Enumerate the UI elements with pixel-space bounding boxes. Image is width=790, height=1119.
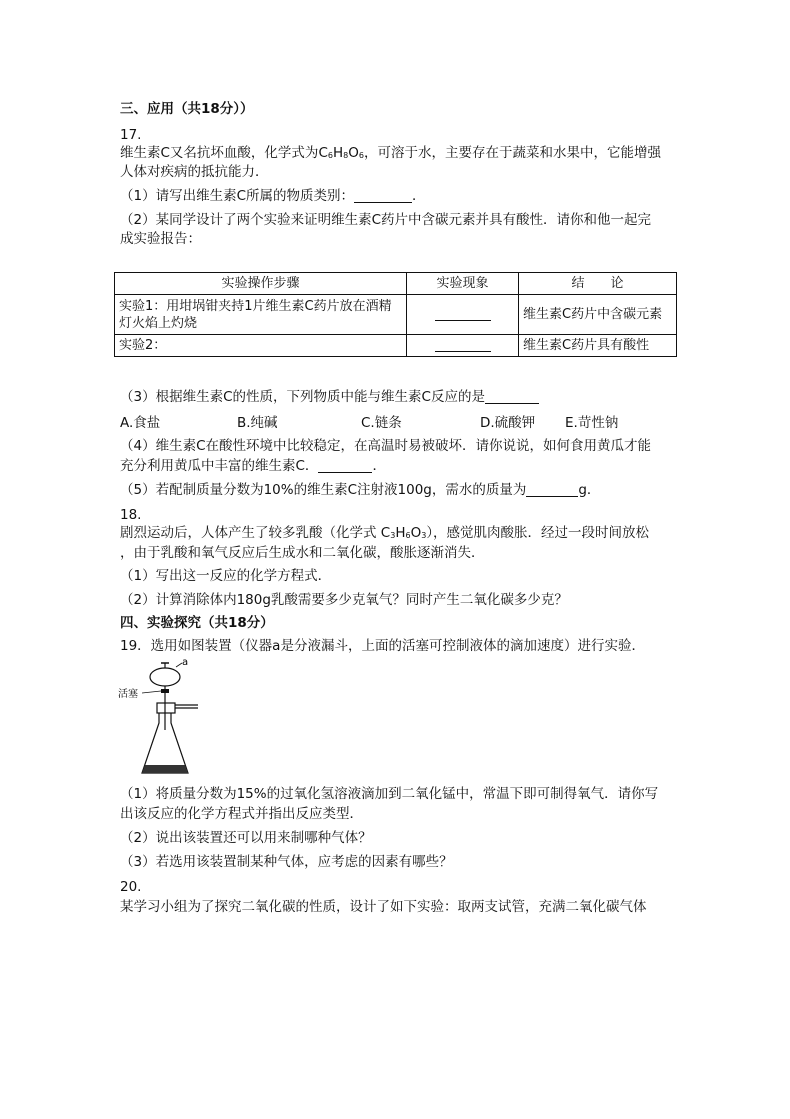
table-header-conclusion: 结 论 bbox=[519, 273, 677, 295]
choice-a: A.食盐 bbox=[120, 415, 161, 431]
q19-part1-line1: （1）将质量分数为15%的过氧化氢溶液滴加到二氧化锰中，常温下即可制得氧气．请你写 bbox=[120, 786, 659, 802]
section-4-title: 四、实验探究（共18分） bbox=[120, 615, 274, 631]
q19-part1-line2: 出该反应的化学方程式并指出反应类型． bbox=[120, 806, 363, 822]
q17-part4-line2: 充分利用黄瓜中丰富的维生素C． ． bbox=[120, 458, 386, 474]
table-header-row bbox=[115, 273, 677, 295]
q17-part5: （5）若配制质量分数为10%的维生素C注射液100g，需水的质量为 g． bbox=[120, 482, 601, 498]
answer-blank bbox=[485, 390, 539, 404]
table-cell-step1: 实验1：用坩埚钳夹持1片维生素C药片放在酒精灯火焰上灼烧 bbox=[115, 295, 407, 335]
flask-stopper bbox=[157, 703, 175, 713]
funnel-bulb bbox=[150, 668, 180, 686]
table-cell-phenomenon2 bbox=[407, 335, 519, 357]
q17-part1: （1）请写出维生素C所属的物质类别： ． bbox=[120, 188, 426, 204]
q17-intro-line1: 维生素C又名抗坏血酸，化学式为C6H8O6，可溶于水，主要存在于蔬菜和水果中，它能增强 bbox=[120, 145, 661, 161]
q18-part1: （1）写出这一反应的化学方程式． bbox=[120, 568, 332, 584]
q17-part3: （3）根据维生素C的性质，下列物质中能与维生素C反应的是 bbox=[120, 388, 539, 406]
q19-intro: 19．选用如图装置（仪器a是分液漏斗，上面的活塞可控制液体的滴加速度）进行实验． bbox=[120, 638, 645, 654]
table-cell-conclusion2: 维生素C药片具有酸性 bbox=[519, 335, 677, 357]
q20-line1: 某学习小组为了探究二氧化碳的性质，设计了如下实验：取两支试管，充满二氧化碳气体 bbox=[120, 899, 647, 915]
q17-part2-line2: 成实验报告： bbox=[120, 231, 201, 247]
table-cell-phenomenon1 bbox=[407, 295, 519, 335]
q17-part4-line1: （4）维生素C在酸性环境中比较稳定，在高温时易被破坏．请你说说，如何食用黄瓜才能 bbox=[120, 438, 652, 454]
q20-number: 20. bbox=[120, 879, 142, 895]
q17-number: 17. bbox=[120, 127, 142, 143]
label-a: a bbox=[182, 657, 189, 668]
q17-intro-line2: 人体对疾病的抵抗能力． bbox=[120, 164, 269, 180]
table-row bbox=[115, 295, 677, 335]
choice-e: E.苛性钠 bbox=[565, 415, 619, 431]
q19-part3: （3）若选用该装置制某种气体，应考虑的因素有哪些？ bbox=[120, 854, 453, 870]
valve bbox=[161, 689, 169, 693]
table-cell-conclusion1: 维生素C药片中含碳元素 bbox=[519, 295, 677, 335]
answer-blank bbox=[435, 338, 491, 352]
q18-line1: 剧烈运动后，人体产生了较多乳酸（化学式 C3H6O3），感觉肌肉酸胀．经过一段时间放松 bbox=[120, 525, 650, 541]
table-header-phenomenon: 实验现象 bbox=[407, 273, 519, 295]
flask-contents bbox=[142, 765, 188, 773]
table-header-steps: 实验操作步骤 bbox=[115, 273, 407, 295]
answer-blank bbox=[435, 307, 491, 321]
table-cell-step2: 实验2： bbox=[115, 335, 407, 357]
lactic-acid-formula: C3H6O3 bbox=[380, 525, 427, 541]
choice-b: B.纯碱 bbox=[237, 415, 278, 431]
section-3-title: 三、应用（共18分）） bbox=[120, 101, 254, 117]
table-row bbox=[115, 335, 677, 357]
q18-number: 18. bbox=[120, 507, 142, 523]
q18-part2: （2）计算消除体内180g乳酸需要多少克氧气？同时产生二氧化碳多少克？ bbox=[120, 592, 568, 608]
answer-blank bbox=[354, 189, 412, 203]
vitamin-c-formula: C6H8O6 bbox=[318, 145, 364, 161]
separatory-funnel-flask-diagram bbox=[118, 655, 208, 780]
choice-d: D.硫酸钾 bbox=[480, 415, 536, 431]
q18-line2: ，由于乳酸和氧气反应后生成水和二氧化碳，酸胀逐渐消失． bbox=[120, 545, 485, 561]
answer-blank bbox=[526, 483, 578, 497]
answer-blank bbox=[318, 459, 372, 473]
q19-part2: （2）说出该装置还可以用来制哪种气体？ bbox=[120, 830, 372, 846]
choice-c: C.链条 bbox=[361, 415, 402, 431]
experiment-report-table bbox=[114, 272, 677, 357]
label-valve: 活塞 bbox=[118, 689, 138, 700]
q17-part2-line1: （2）某同学设计了两个实验来证明维生素C药片中含碳元素并具有酸性．请你和他一起完 bbox=[120, 212, 652, 228]
